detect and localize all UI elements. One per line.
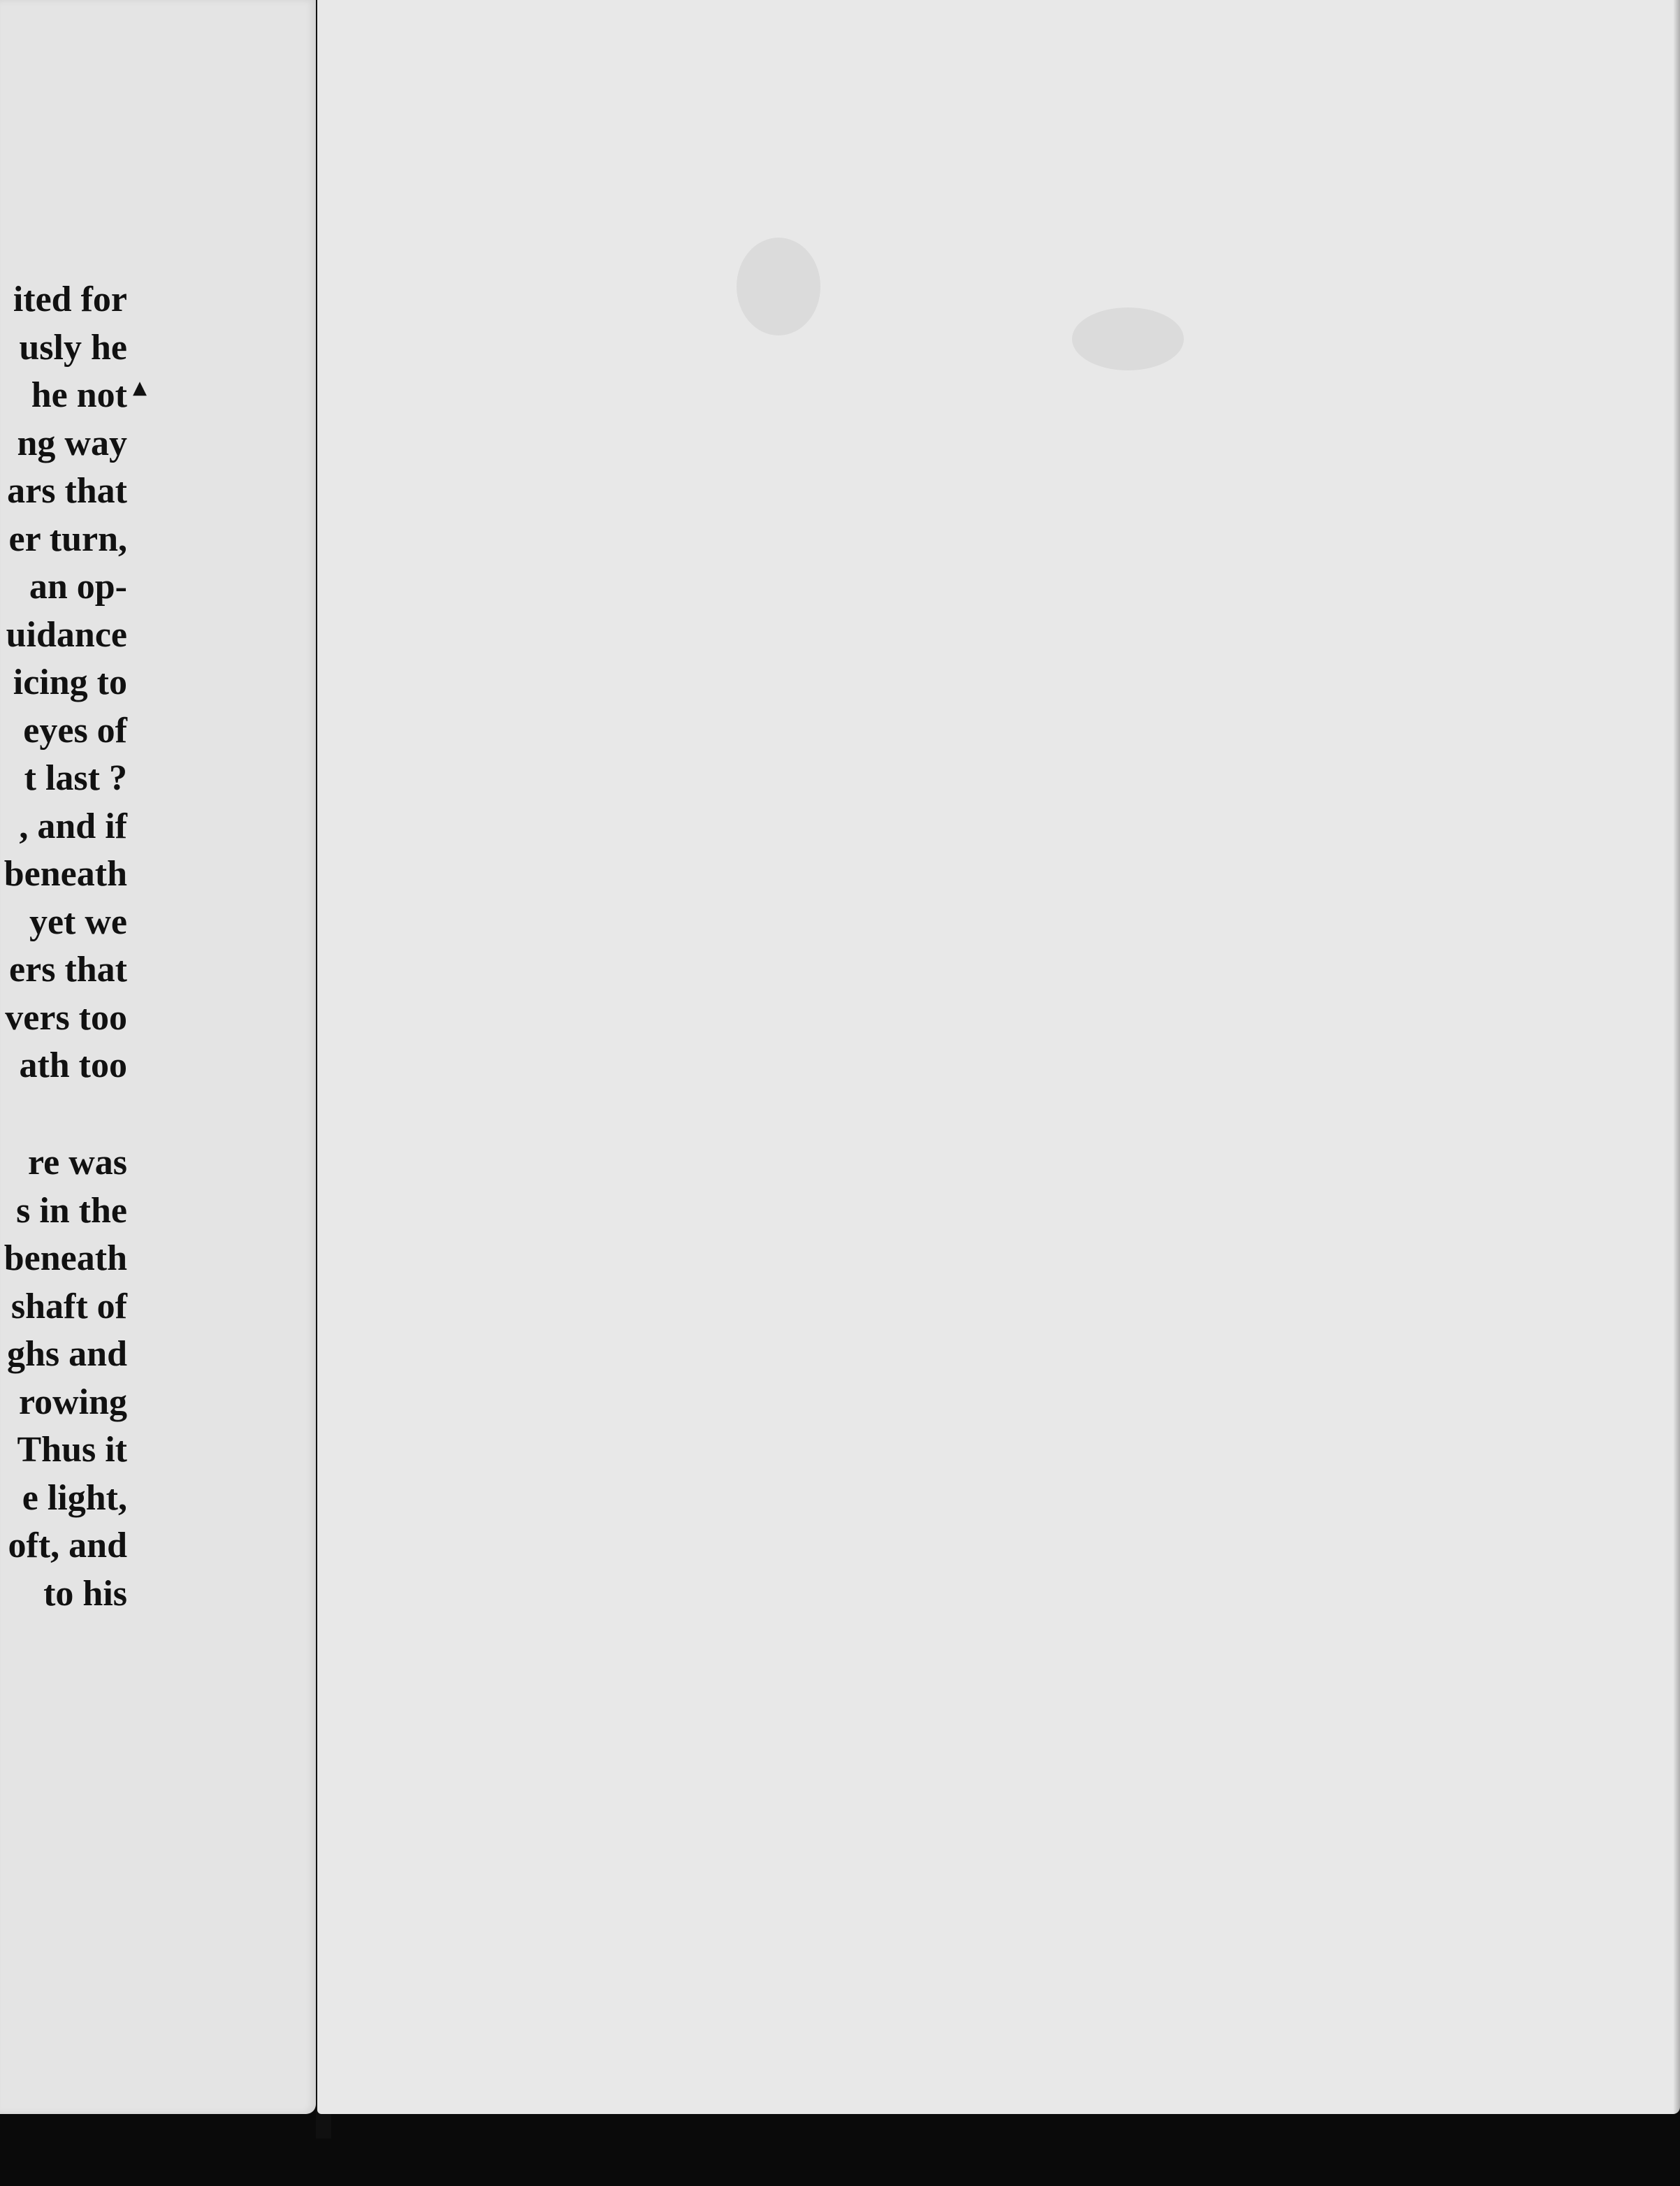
text-line: ath too (19, 1045, 127, 1085)
text-line: an op- (29, 567, 127, 607)
caret-mark-icon: ▲ (133, 377, 147, 398)
paper-stain (737, 238, 820, 335)
text-line: , and if (19, 806, 127, 846)
paper-stain (1072, 307, 1184, 370)
page-edge-shadow (1673, 0, 1680, 2114)
text-line: oft, and (8, 1526, 127, 1565)
text-line: ers that (9, 950, 127, 990)
text-line: yet we (29, 902, 127, 942)
text-line: rowing (18, 1382, 127, 1422)
text-line: e light, (22, 1477, 127, 1518)
text-line: er turn, (8, 519, 127, 559)
text-line: re was (27, 1143, 127, 1182)
text-line: beneath (3, 854, 127, 894)
text-line: Thus it (17, 1430, 127, 1470)
text-line: uidance (6, 614, 127, 655)
text-line: ars that (7, 471, 127, 511)
text-line: ng way (17, 423, 127, 463)
text-line: t last ? (24, 758, 127, 798)
text-line: eyes of (23, 710, 127, 751)
left-page (0, 0, 316, 2114)
text-line: ited for (13, 280, 127, 319)
text-line: vers too (5, 997, 127, 1038)
paragraph-1 (0, 276, 127, 1090)
text-line: usly he (19, 327, 127, 368)
paragraph-2 (0, 1139, 127, 1618)
text-line: ghs and (7, 1334, 127, 1374)
text-line: icing to (13, 663, 127, 702)
text-line: he not (31, 375, 127, 415)
text-line: beneath (3, 1238, 127, 1278)
text-line: s in the (16, 1190, 127, 1231)
right-page (317, 0, 1680, 2114)
text-line: to his (43, 1573, 127, 1614)
text-line: shaft of (10, 1286, 127, 1326)
